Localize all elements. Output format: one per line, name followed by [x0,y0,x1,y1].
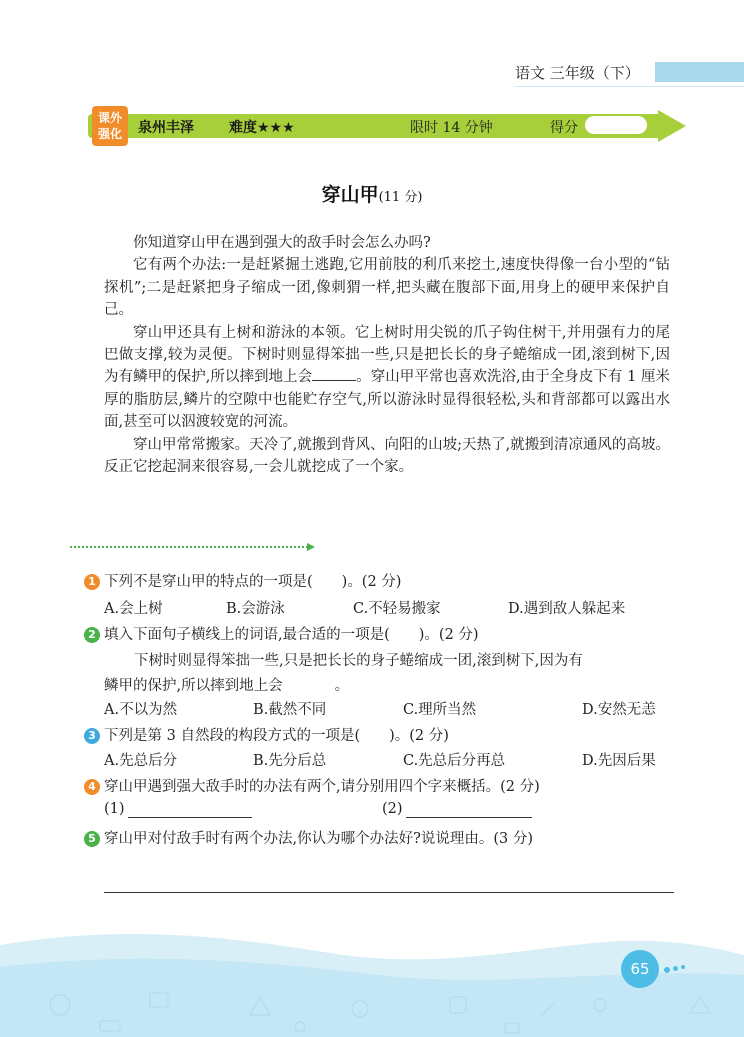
q3-option-a[interactable]: A.先总后分 [104,753,178,769]
page-dot-icon [664,967,670,973]
exercise-banner [88,110,648,142]
q1-option-b[interactable]: B.会游泳 [226,601,285,617]
question-2 [84,623,479,644]
q4-answer-label-1: (1) [104,801,125,817]
passage-paragraph-1: 你知道穿山甲在遇到强大的敌手时会怎么办吗? [133,235,431,251]
reading-passage [104,232,670,478]
question-number-5: 5 [84,831,100,847]
q3-option-d[interactable]: D.先因后果 [582,753,656,769]
question-number-1: 1 [84,574,100,590]
q5-answer-line[interactable] [104,891,674,893]
question-5 [84,827,533,848]
passage-title [0,180,744,207]
q2-quote-line-1: 下树时则显得笨拙一些,只是把长长的身子蜷缩成一团,滚到树下,因为有 [134,653,583,669]
score-field[interactable] [585,116,647,134]
q2-quote-text: 鳞甲的保护,所以摔到地上会 [104,678,283,694]
score-label: 得分 [550,120,578,136]
q1-option-d[interactable]: D.遇到敌人躲起来 [508,601,626,617]
q2-quote-end: 。 [334,678,350,694]
question-number-3: 3 [84,728,100,744]
paragraph-3-part-b: 。穿山甲平常也喜欢洗浴,由于全身皮下有 1 厘米厚的脂肪层,鳞片的空隙中也能贮存空气,所以游泳时显得很轻松,头和背部都可以露出水面,甚至可以泅渡较宽的河流。 [104,369,670,431]
q2-option-a[interactable]: A.不以为然 [104,702,178,718]
q4-answer-line-2[interactable] [406,816,532,818]
banner-arrow-icon [658,110,686,142]
q2-quote-line-2 [104,674,349,695]
paragraph-3-part-a: 穿山甲还具有上树和游泳的本领。它上树时用尖锐的爪子钩住树干,并用强有力的尾巴做支撑,较为灵便。下树时则显得笨拙一些,只是把长长的身子蜷缩成一团,滚到树下,因为有鳞甲的保护,所以摔到地上会 [104,324,670,386]
question-number-2: 2 [84,627,100,643]
header-color-bar [655,62,744,82]
q1-option-a[interactable]: A.会上树 [104,601,163,617]
difficulty-label: 难度★★★ [229,120,295,136]
q2-option-d[interactable]: D.安然无恙 [582,702,656,718]
passage-blank[interactable] [312,366,356,381]
question-3 [84,724,449,745]
title-points: (11 分) [378,190,423,205]
q3-option-c[interactable]: C.先总后分再总 [403,753,506,769]
question-5-text: 穿山甲对付敌手时有两个办法,你认为哪个办法好?说说理由。(3 分) [104,831,534,847]
dotted-separator [70,546,308,548]
passage-paragraph-4: 穿山甲常常搬家。天冷了,就搬到背风、向阳的山坡;天热了,就搬到清凉通风的高坡。反正它挖起洞来很容易,一会儿就挖成了一个家。 [104,436,670,476]
q2-option-c[interactable]: C.理所当然 [403,702,477,718]
question-1 [84,570,401,591]
q2-option-b[interactable]: B.截然不同 [253,702,327,718]
q4-answer-label-2: (2) [382,801,403,817]
question-4 [84,775,540,796]
subject-grade: 语文 三年级（下） [515,64,640,82]
time-limit-label: 限时 14 分钟 [410,120,493,136]
question-2-text: 填入下面句子横线上的词语,最合适的一项是( )。(2 分) [104,627,479,643]
question-number-4: 4 [84,779,100,795]
separator-arrow-icon [307,543,315,551]
badge-line-1: 课外 [97,111,122,125]
page-number: 65 [621,950,659,988]
passage-paragraph-3 [104,322,670,434]
passage-paragraph-2: 它有两个办法:一是赶紧掘土逃跑,它用前肢的利爪来挖土,速度快得像一台小型的“钻探机”;二是赶紧把身子缩成一团,像刺猬一样,把头藏在腹部下面,用身上的硬甲来保护自己。 [104,257,670,319]
q1-option-c[interactable]: C.不轻易搬家 [353,601,441,617]
region-label: 泉州丰泽 [138,120,194,136]
q3-option-b[interactable]: B.先分后总 [253,753,327,769]
question-4-text: 穿山甲遇到强大敌手时的办法有两个,请分别用四个字来概括。(2 分) [104,779,540,795]
header-rule [515,86,744,87]
page-dot-icon [673,966,678,971]
q4-answer-line-1[interactable] [128,816,252,818]
badge-line-2: 强化 [97,127,122,141]
extracurricular-badge [92,106,128,146]
question-3-text: 下列是第 3 自然段的构段方式的一项是( )。(2 分) [104,728,449,744]
title-main: 穿山甲 [321,184,379,206]
page-dot-icon [681,965,685,969]
question-1-text: 下列不是穿山甲的特点的一项是( )。(2 分) [104,574,402,590]
